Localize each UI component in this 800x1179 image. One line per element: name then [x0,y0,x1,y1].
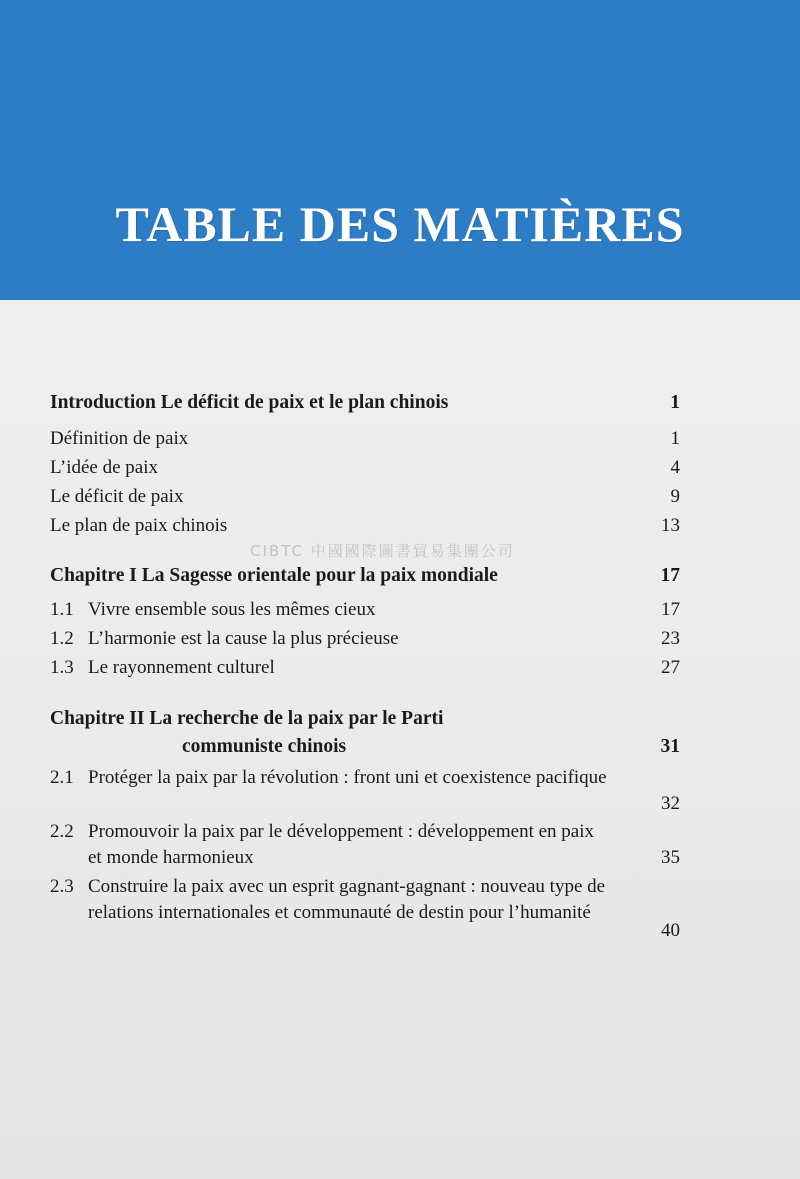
toc-page-number: 40 [661,920,680,941]
toc-item[interactable] [50,765,680,819]
toc-item-label: Vivre ensemble sous les mêmes cieux [88,599,376,620]
toc-page-number: 1 [670,428,680,449]
toc-page-number: 32 [661,793,680,814]
toc-item-label: Le rayonnement culturel [88,657,275,678]
toc-item-label: Promouvoir la paix par le développement : développement en paix et monde harmonieux [88,821,594,868]
toc-item-label: Le plan de paix chinois [50,515,228,536]
toc-item-number: 2.3 [50,876,74,897]
toc-heading-label: Introduction Le déficit de paix et le plan chinois [50,392,449,413]
toc-page-number: 35 [661,847,680,868]
toc-page-number: 27 [661,657,680,678]
toc-item-number: 2.1 [50,767,74,788]
toc-item-number: 1.2 [50,628,74,649]
toc-heading-chapter-2[interactable] [50,706,680,762]
toc-item-label: Le déficit de paix [50,486,184,507]
toc-item[interactable] [50,874,680,954]
toc-item-number: 2.2 [50,821,74,842]
toc-page-number: 17 [660,565,680,586]
page-title: TABLE DES MATIÈRES [115,196,685,252]
toc-item[interactable] [50,819,680,873]
toc-page-number: 31 [660,736,680,757]
toc-page-number: 4 [670,457,680,478]
toc-item-number: 1.1 [50,599,74,620]
toc-heading-label-line-2: communiste chinois [182,736,347,757]
watermark: CIBTC 中國國際圖書貿易集團公司 [250,542,515,560]
toc-item-number: 1.3 [50,657,74,678]
toc-item-label: L’harmonie est la cause la plus précieuse [88,628,399,649]
toc-page-number: 13 [661,515,680,536]
toc-item-label: L’idée de paix [50,457,158,478]
toc-page-number: 23 [661,628,680,649]
toc-page-number: 1 [670,392,680,413]
toc-item-label: Protéger la paix par la révolution : front uni et coexistence pacifique [88,767,607,788]
toc-page-number: 9 [670,486,680,507]
toc-page-number: 17 [661,599,680,620]
toc-heading-label: Chapitre I La Sagesse orientale pour la paix mondiale [50,565,498,586]
toc-item-label: Construire la paix avec un esprit gagnant-gagnant : nouveau type de relations internationales et communauté de destin pour l’humanité [88,876,606,923]
toc-item-label: Définition de paix [50,428,189,449]
toc-heading-label-line-1: Chapitre II La recherche de la paix par le Parti [50,708,444,729]
